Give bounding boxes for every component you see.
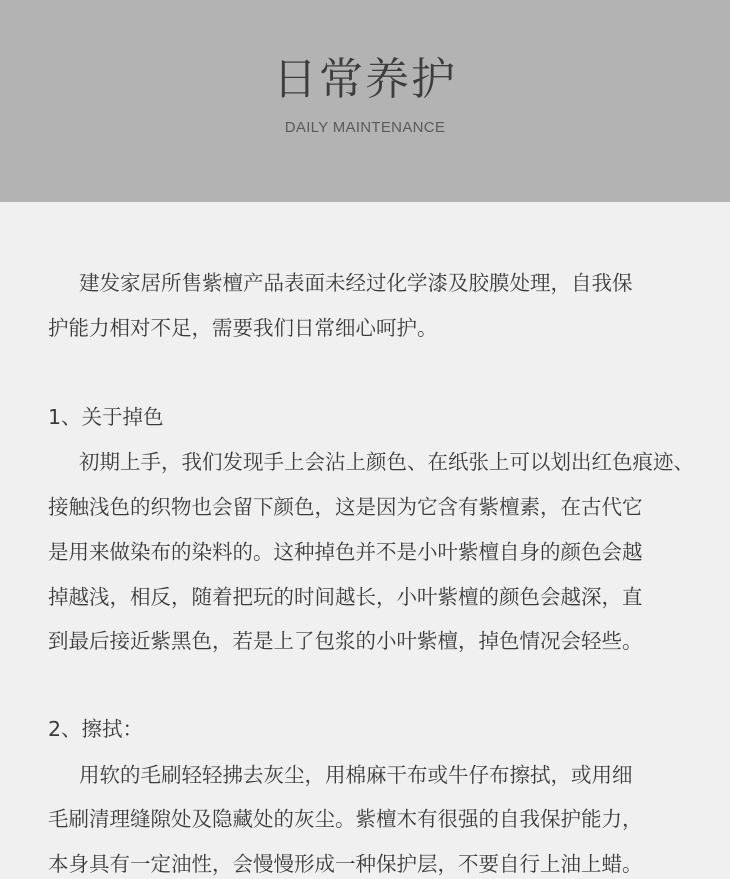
section2-line: 用软的毛刷轻轻拂去灰尘，用棉麻干布或牛仔布擦拭，或用细 xyxy=(79,763,633,787)
article-body xyxy=(0,202,730,879)
page-subtitle: DAILY MAINTENANCE xyxy=(284,119,446,136)
section1-line: 初期上手，我们发现手上会沾上颜色、在纸张上可以划出红色痕迹、 xyxy=(79,450,694,474)
section2-line: 毛刷清理缝隙处及隐藏处的灰尘。紫檀木有很强的自我保护能力， xyxy=(48,807,643,831)
section-heading-wiping: 2、擦拭： xyxy=(48,717,144,741)
section1-line: 接触浅色的织物也会留下颜色，这是因为它含有紫檀素，在古代它 xyxy=(48,495,643,519)
intro-line: 护能力相对不足，需要我们日常细心呵护。 xyxy=(48,316,438,340)
section1-line: 是用来做染布的染料的。这种掉色并不是小叶紫檀自身的颜色会越 xyxy=(48,540,643,564)
section2-line: 本身具有一定油性，会慢慢形成一种保护层，不要自行上油上蜡。 xyxy=(48,852,643,876)
header-banner xyxy=(0,0,730,202)
section-heading-fading: 1、关于掉色 xyxy=(48,405,164,429)
section1-line: 到最后接近紫黑色，若是上了包浆的小叶紫檀，掉色情况会轻些。 xyxy=(48,629,643,653)
page-title: 日常养护 xyxy=(273,54,457,105)
intro-line: 建发家居所售紫檀产品表面未经过化学漆及胶膜处理，自我保 xyxy=(79,271,633,295)
section1-line: 掉越浅，相反，随着把玩的时间越长，小叶紫檀的颜色会越深，直 xyxy=(48,585,643,609)
